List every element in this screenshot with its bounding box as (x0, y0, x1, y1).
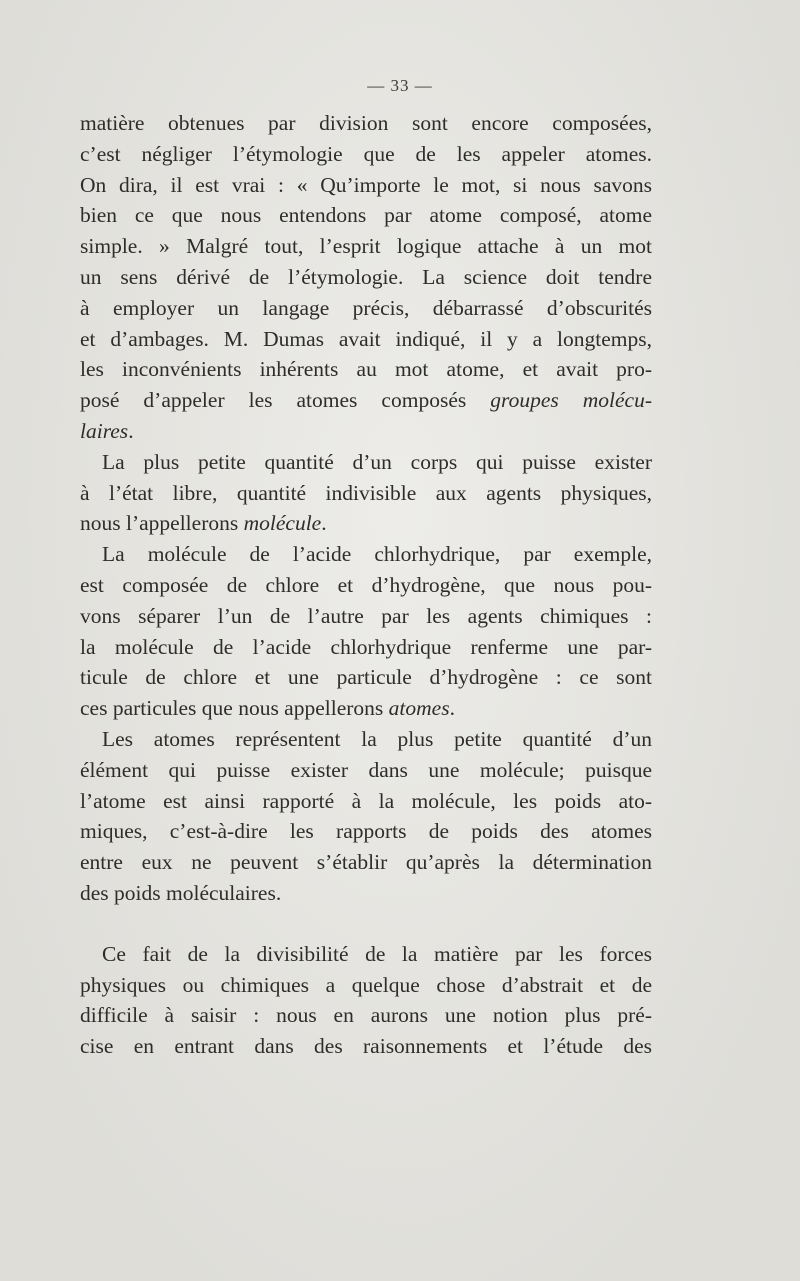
text-line (80, 693, 652, 724)
text-run: cise en entrant dans des raisonnements et l’étude des (80, 1034, 652, 1059)
text-run: Les atomes représentent la plus petite quantité d’un (102, 726, 652, 751)
text-run: l’atome est ainsi rapporté à la molécule, les poids ato- (80, 788, 652, 813)
text-line (80, 324, 652, 355)
text-run: vons séparer l’un de l’autre par les agents chimiques : (80, 603, 652, 628)
text-line (80, 816, 652, 847)
text-line (80, 970, 652, 1001)
paragraph (80, 539, 652, 724)
text-line (80, 170, 652, 201)
text-line (80, 108, 652, 139)
text-run: est composée de chlore et d’hydrogène, que nous pou- (80, 572, 652, 597)
text-run: et d’ambages. M. Dumas avait indiqué, il y a longtemps, (80, 326, 652, 351)
text-run: c’est négliger l’étymologie que de les appeler atomes. (80, 141, 652, 166)
text-run: physiques ou chimiques a quelque chose d’abstrait et de (80, 972, 652, 997)
text-run: des poids moléculaires. (80, 880, 282, 905)
text-run: les inconvénients inhérents au mot atome, et avait pro- (80, 357, 652, 382)
text-run: La plus petite quantité d’un corps qui puisse exister (102, 449, 652, 474)
text-line (80, 570, 652, 601)
text-line (80, 200, 652, 231)
italic-term: atomes (388, 696, 450, 721)
text-line (80, 755, 652, 786)
text-line (80, 1031, 652, 1062)
text-line (80, 878, 652, 909)
text-run: ces particules que nous appellerons (80, 696, 389, 721)
text-run: matière obtenues par division sont encore composées, (80, 111, 652, 135)
text-line (80, 293, 652, 324)
text-run: La molécule de l’acide chlorhydrique, par exemple, (102, 542, 652, 567)
text-run: posé d’appeler les atomes composés (80, 388, 491, 413)
page-number: — 33 — (367, 76, 433, 95)
paragraph (80, 447, 652, 539)
text-run: bien ce que nous entendons par atome composé, atome (80, 203, 652, 228)
text-run: Ce fait de la divisibilité de la matière par les forces (102, 941, 652, 966)
italic-term: groupes molécu- (490, 388, 652, 413)
paragraph (80, 724, 652, 909)
text-line (80, 847, 652, 878)
text-run: On dira, il est vrai : « Qu’importe le mot, si nous savons (80, 172, 652, 197)
text-line (80, 139, 652, 170)
text-run: simple. » Malgré tout, l’esprit logique attache à un mot (80, 234, 652, 259)
text-run: ticule de chlore et une particule d’hydrogène : ce sont (80, 665, 652, 690)
text-run: . (321, 511, 327, 536)
text-line (80, 662, 652, 693)
text-line (80, 939, 652, 970)
italic-term: molécule (243, 511, 322, 536)
paragraph (80, 939, 652, 1062)
text-line (80, 601, 652, 632)
text-line (80, 632, 652, 663)
text-line (80, 1000, 652, 1031)
text-line (80, 478, 652, 509)
text-run: difficile à saisir : nous en aurons une notion plus pré- (80, 1003, 652, 1028)
text-run: un sens dérivé de l’étymologie. La science doit tendre (80, 264, 652, 289)
text-line (80, 354, 652, 385)
text-line (80, 385, 652, 416)
italic-term: laires (80, 418, 129, 443)
text-line (80, 508, 652, 539)
text-run: à l’état libre, quantité indivisible aux agents physiques, (80, 480, 652, 505)
text-line (80, 447, 652, 478)
text-run: la molécule de l’acide chlorhydrique renferme une par- (80, 634, 652, 659)
text-run: nous l’appellerons (80, 511, 244, 536)
text-run: . (128, 418, 134, 443)
text-line (80, 416, 652, 447)
text-line (80, 724, 652, 755)
paragraph (80, 108, 652, 447)
text-line (80, 786, 652, 817)
text-run: entre eux ne peuvent s’établir qu’après la détermination (80, 850, 652, 875)
text-run: à employer un langage précis, débarrassé d’obscurités (80, 295, 652, 320)
text-line (80, 262, 652, 293)
text-run: . (449, 696, 455, 721)
text-run: miques, c’est-à-dire les rapports de poids des atomes (80, 819, 652, 844)
text-line (80, 231, 652, 262)
text-run: élément qui puisse exister dans une molécule; puisque (80, 757, 652, 782)
text-line (80, 539, 652, 570)
body-text (80, 108, 652, 1062)
